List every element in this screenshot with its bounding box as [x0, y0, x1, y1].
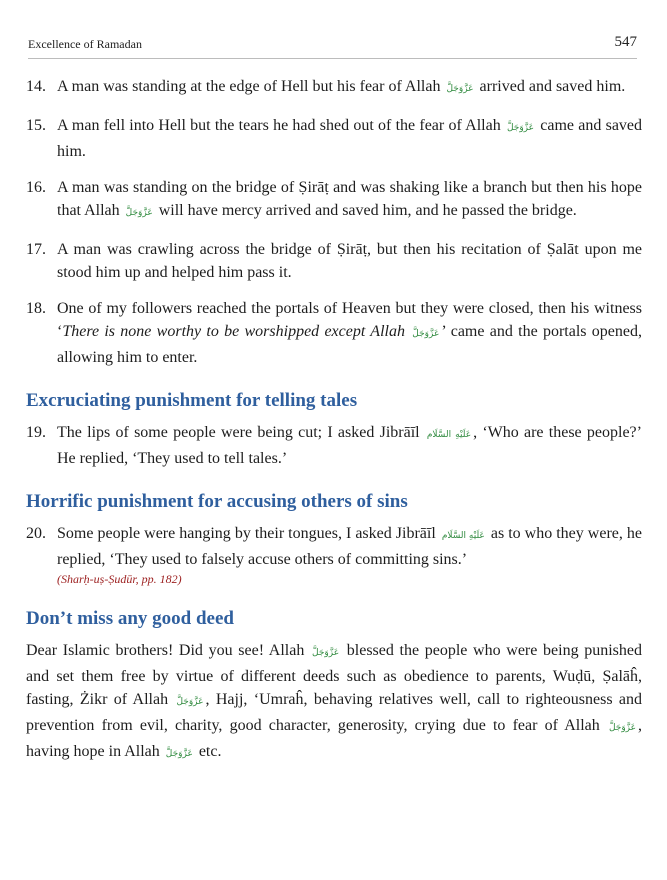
list-item-19: [26, 421, 642, 470]
section-heading-good-deed: Don’t miss any good deed: [26, 608, 234, 629]
text-run: , Hajj, ‘Umraĥ, behaving relatives well, call to righteousness and prevention from evil, charity, good character, generosity, crying due to fear of Allah: [26, 691, 643, 734]
text-run: A man was standing on the bridge of Ṣirāṭ and was shaking like a branch but then his hope that Allah: [57, 179, 642, 219]
item-text: [57, 114, 642, 163]
list-item-15: [26, 114, 642, 163]
list-item-18: [26, 297, 642, 369]
text-run: came and saved him.: [57, 117, 643, 160]
list-item-14: [26, 75, 642, 101]
kalima-quote: There is none worthy to be worshipped except Allah: [62, 323, 405, 340]
text-run: The lips of some people were being cut; I asked Jibrāīl: [57, 424, 420, 441]
running-header: [28, 34, 637, 59]
item-text: [57, 75, 642, 101]
item-number: 16.: [26, 179, 46, 196]
text-run: will have mercy arrived and saved him, and he passed the bridge.: [158, 202, 577, 219]
page-content: [26, 75, 642, 766]
honorific-mark: عَلَيْهِ السَّلَام: [441, 531, 485, 541]
item-text: [57, 176, 642, 225]
item-text: [57, 522, 642, 587]
text-run: , having hope in Allah: [26, 717, 643, 760]
section-heading-accusing: Horrific punishment for accusing others of sins: [26, 491, 408, 512]
honorific-mark: عَزَّوَجَلَّ: [312, 648, 340, 658]
honorific-mark: عَزَّوَجَلَّ: [165, 749, 193, 759]
text-run: , ‘Who are these people?’ He replied, ‘They used to tell tales.’: [57, 424, 642, 467]
item-number: 19.: [26, 424, 46, 441]
running-title: Excellence of Ramadan: [28, 37, 142, 51]
list-item-16: [26, 176, 642, 225]
text-run: Dear Islamic brothers! Did you see! Allah: [26, 642, 305, 659]
item-number: 20.: [26, 525, 46, 542]
text-run: One of my followers reached the portals of Heaven but they were closed, then his witness ‘: [57, 300, 642, 340]
text-run: etc.: [198, 743, 222, 760]
honorific-mark: عَزَّوَجَلَّ: [176, 697, 204, 707]
item-text: [57, 297, 642, 369]
honorific-mark: عَزَّوَجَلَّ: [412, 329, 440, 339]
honorific-mark: عَزَّوَجَلَّ: [608, 723, 637, 733]
honorific-mark: عَلَيْهِ السَّلَام: [426, 430, 472, 440]
page-number: 547: [614, 34, 637, 50]
citation: (Sharḥ-uṣ-Ṣudūr, pp. 182): [57, 572, 182, 586]
text-run: as to who they were, he replied, ‘They used to falsely accuse others of committing sins.’: [57, 525, 643, 568]
text-run: A man fell into Hell but the tears he had shed out of the fear of Allah: [57, 117, 501, 134]
text-run: arrived and saved him.: [479, 78, 626, 95]
text-run: ’ came and the portals opened, allowing him to enter.: [57, 323, 642, 366]
item-number: 14.: [26, 78, 46, 95]
item-number: 18.: [26, 300, 46, 317]
closing-paragraph: [26, 639, 642, 766]
list-item-17: [26, 238, 642, 284]
item-number: 15.: [26, 117, 46, 134]
item-number: 17.: [26, 241, 46, 258]
text-run: Some people were hanging by their tongues, I asked Jibrāīl: [57, 525, 436, 542]
section-heading-tales: Excruciating punishment for telling tales: [26, 390, 358, 411]
item-text: A man was crawling across the bridge of Ṣirāṭ, but then his recitation of Ṣalāt upon me stood him up and helped him pass it.: [57, 241, 642, 281]
item-text: [57, 421, 642, 470]
text-run: blessed the people who were being punished and set them free by virtue of different deeds such as obedience to parents, Wuḍū, Ṣalāĥ, fasting, Żikr of Allah: [26, 642, 643, 708]
honorific-mark: عَزَّوَجَلَّ: [446, 84, 474, 94]
honorific-mark: عَزَّوَجَلَّ: [506, 123, 535, 133]
list-item-20: [26, 522, 642, 587]
text-run: A man was standing at the edge of Hell but his fear of Allah: [57, 78, 441, 95]
honorific-mark: عَزَّوَجَلَّ: [125, 208, 153, 218]
